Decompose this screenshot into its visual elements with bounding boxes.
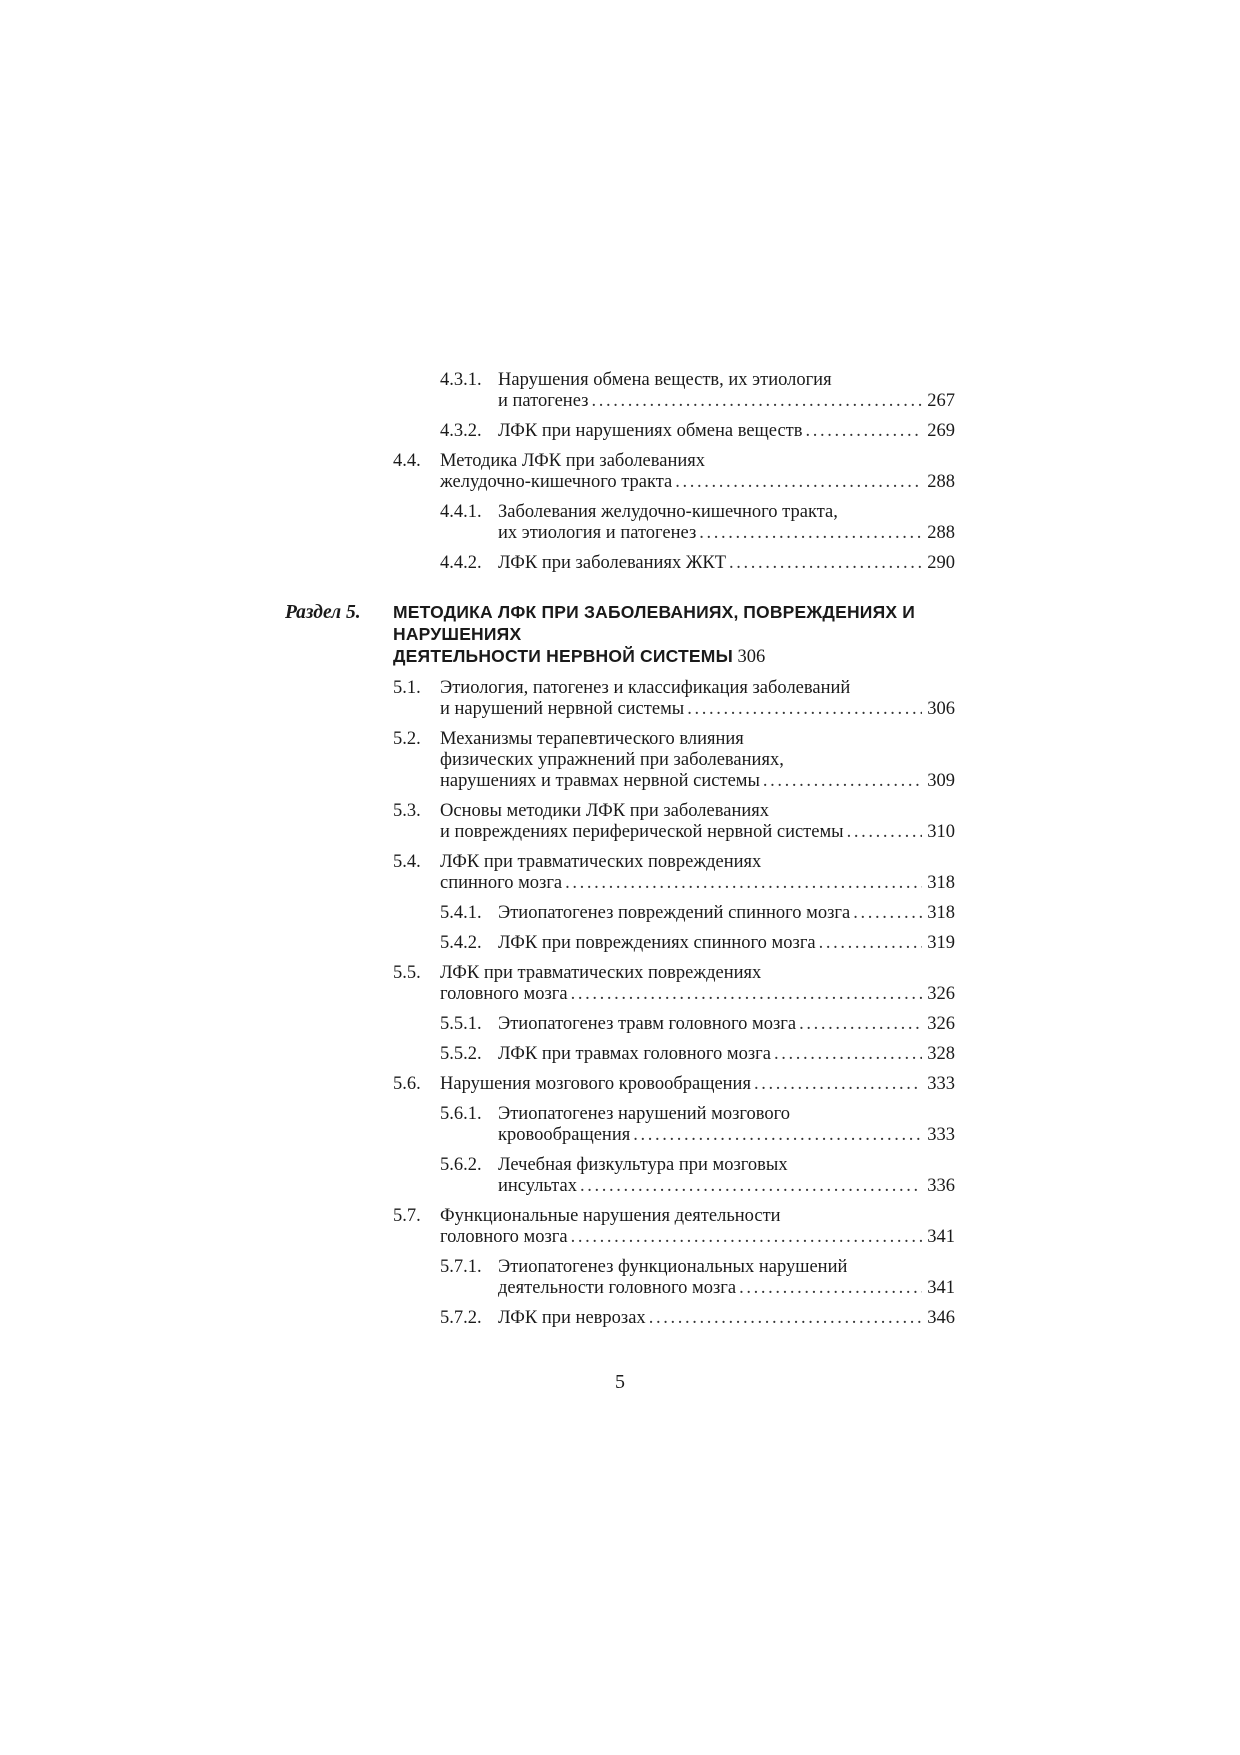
- toc-entry-number: 5.1.: [393, 678, 421, 698]
- toc-entry-title-line: нарушениях и травмах нервной системы: [440, 771, 760, 791]
- page-number-footer: 5: [615, 1371, 625, 1393]
- toc-entry-last-line: [498, 1278, 955, 1299]
- toc-entry-title: [498, 502, 955, 544]
- toc-entry-last-line: [498, 1125, 955, 1146]
- toc-entry-number: 5.5.1.: [440, 1014, 482, 1034]
- toc-entry[interactable]: [285, 1104, 955, 1146]
- toc-entry-last-line: [440, 771, 955, 792]
- toc-entry-number: 5.4.: [393, 852, 421, 872]
- toc-entry[interactable]: [285, 1044, 955, 1065]
- section-title-line: ДЕЯТЕЛЬНОСТИ НЕРВНОЙ СИСТЕМЫ: [393, 646, 733, 666]
- toc-section-5[interactable]: [285, 602, 955, 668]
- toc-entry-title-line: Лечебная физкультура при мозговых: [498, 1155, 788, 1175]
- toc-entry-number: 5.4.2.: [440, 933, 482, 953]
- section-title: [393, 602, 955, 668]
- toc-entry-last-line: [498, 933, 955, 954]
- toc-entry-title-line: Этиопатогенез функциональных нарушений: [498, 1257, 848, 1277]
- dot-leader: [729, 553, 922, 574]
- toc-entry-title-line: ЛФК при заболеваниях ЖКТ: [498, 553, 727, 573]
- toc-entry-title: [498, 421, 955, 442]
- toc-entry-title-line: ЛФК при травмах головного мозга: [498, 1044, 771, 1064]
- dot-leader: [699, 523, 922, 544]
- toc-entry-page-number: 341: [927, 1227, 955, 1247]
- toc-entry-page-number: 267: [927, 391, 955, 411]
- toc-entry[interactable]: [285, 678, 955, 720]
- toc-entry-title: [440, 852, 955, 894]
- toc-entry-title-line: ЛФК при травматических повреждениях: [440, 852, 762, 872]
- toc-entry-number: 5.3.: [393, 801, 421, 821]
- toc-entry-last-line: [498, 903, 955, 924]
- toc-entry-title-line: Нарушения мозгового кровообращения: [440, 1074, 751, 1094]
- toc-entry[interactable]: [285, 801, 955, 843]
- toc-entry-title-line: Функциональные нарушения деятельности: [440, 1206, 781, 1226]
- toc-entry-last-line: [498, 553, 955, 574]
- toc-entry-title-line: Заболевания желудочно-кишечного тракта,: [498, 502, 838, 522]
- toc-entry[interactable]: [285, 370, 955, 412]
- toc-entry-page-number: 306: [927, 699, 955, 719]
- dot-leader: [580, 1176, 922, 1197]
- toc-entry-last-line: [440, 472, 955, 493]
- dot-leader: [847, 822, 922, 843]
- toc-entry-title: [498, 1044, 955, 1065]
- toc-entry-title: [440, 451, 955, 493]
- dot-leader: [819, 933, 922, 954]
- toc-entry-last-line: [498, 421, 955, 442]
- section-page-number: 306: [737, 647, 766, 667]
- toc-entry-title-line: головного мозга: [440, 984, 568, 1004]
- toc-entry-last-line: [498, 1014, 955, 1035]
- toc-entry-page-number: 269: [927, 421, 955, 441]
- toc-entry-page-number: 336: [927, 1176, 955, 1196]
- toc-entry-title: [498, 1155, 955, 1197]
- dot-leader: [806, 421, 923, 442]
- toc-entry[interactable]: [285, 1206, 955, 1248]
- toc-entry-title-line: инсультах: [498, 1176, 577, 1196]
- toc-entry-title: [498, 903, 955, 924]
- toc-entry-number: 5.5.2.: [440, 1044, 482, 1064]
- section-number: Раздел 5.: [285, 602, 361, 623]
- toc-entry-title-line: спинного мозга: [440, 873, 563, 893]
- toc-entry-title: [440, 729, 955, 792]
- toc-entry-page-number: 309: [927, 771, 955, 791]
- toc-entry[interactable]: [285, 933, 955, 954]
- toc-entry[interactable]: [285, 451, 955, 493]
- toc-part-section-5: [285, 678, 955, 1329]
- toc-entry-title-line: Методика ЛФК при заболеваниях: [440, 451, 706, 471]
- toc-entry-page-number: 328: [927, 1044, 955, 1064]
- toc-entry-last-line: [440, 822, 955, 843]
- dot-leader: [571, 984, 922, 1005]
- toc-entry-last-line: [498, 1308, 955, 1329]
- toc-entry-number: 4.3.1.: [440, 370, 482, 390]
- toc-entry-title-line: Механизмы терапевтического влияния: [440, 729, 744, 749]
- toc-entry-last-line: [440, 873, 955, 894]
- toc-entry-page-number: 333: [927, 1074, 955, 1094]
- toc-entry-page-number: 290: [927, 553, 955, 573]
- section-title-line: МЕТОДИКА ЛФК ПРИ ЗАБОЛЕВАНИЯХ,: [393, 602, 739, 622]
- toc-entry[interactable]: [285, 852, 955, 894]
- toc-entry[interactable]: [285, 1014, 955, 1035]
- toc-entry[interactable]: [285, 903, 955, 924]
- toc-entry-title-line: ЛФК при травматических повреждениях: [440, 963, 762, 983]
- toc-entry-title: [440, 1206, 955, 1248]
- toc-entry-title-line: ЛФК при неврозах: [498, 1308, 646, 1328]
- toc-entry-page-number: 318: [927, 903, 955, 923]
- dot-leader: [633, 1125, 922, 1146]
- toc-entry-number: 5.5.: [393, 963, 421, 983]
- toc-entry-page-number: 310: [927, 822, 955, 842]
- toc-entry-last-line: [440, 984, 955, 1005]
- dot-leader: [853, 903, 922, 924]
- toc-entry-title-line: ЛФК при нарушениях обмена веществ: [498, 421, 803, 441]
- toc-entry-title: [498, 1308, 955, 1329]
- toc-entry-title: [498, 1104, 955, 1146]
- toc-entry[interactable]: [285, 1308, 955, 1329]
- toc-entry-title-line: и патогенез: [498, 391, 589, 411]
- toc-entry-title-line: их этиология и патогенез: [498, 523, 697, 543]
- toc-entry-page-number: 318: [927, 873, 955, 893]
- toc-entry-last-line: [440, 1227, 955, 1248]
- toc-entry-number: 5.7.1.: [440, 1257, 482, 1277]
- toc-entry-number: 4.4.: [393, 451, 421, 471]
- dot-leader: [799, 1014, 922, 1035]
- dot-leader: [739, 1278, 922, 1299]
- toc-entry-title: [498, 933, 955, 954]
- dot-leader: [763, 771, 922, 792]
- toc-entry[interactable]: [285, 729, 955, 792]
- toc-entry-title-line: кровообращения: [498, 1125, 631, 1145]
- toc-entry-number: 5.2.: [393, 729, 421, 749]
- toc-entry-title: [440, 963, 955, 1005]
- toc-entry-last-line: [440, 1074, 955, 1095]
- toc-entry-title-line: физических упражнений при заболеваниях,: [440, 750, 784, 770]
- toc-entry-number: 4.4.1.: [440, 502, 482, 522]
- dot-leader: [774, 1044, 922, 1065]
- toc-entry-title: [440, 678, 955, 720]
- dot-leader: [754, 1074, 922, 1095]
- dot-leader: [591, 391, 922, 412]
- toc-entry-last-line: [498, 391, 955, 412]
- toc-entry-number: 5.7.: [393, 1206, 421, 1226]
- toc-entry-title-line: Этиология, патогенез и классификация заболеваний: [440, 678, 851, 698]
- toc-entry-page-number: 319: [927, 933, 955, 953]
- toc-entry-number: 5.4.1.: [440, 903, 482, 923]
- section-title-line: ПОВРЕЖДЕНИЯХ И НАРУШЕНИЯХ: [393, 602, 916, 644]
- dot-leader: [565, 873, 922, 894]
- toc-part-chapter-4: [285, 370, 955, 574]
- toc-entry-title-line: головного мозга: [440, 1227, 568, 1247]
- toc-entry-number: 4.4.2.: [440, 553, 482, 573]
- toc-entry-number: 5.6.1.: [440, 1104, 482, 1124]
- toc-entry-page-number: 326: [927, 1014, 955, 1034]
- toc-entry-title-line: Этиопатогенез нарушений мозгового: [498, 1104, 791, 1124]
- toc-entry-title: [440, 1074, 955, 1095]
- toc-entry-page-number: 288: [927, 523, 955, 543]
- toc-entry-title: [498, 1014, 955, 1035]
- toc-entry-title-line: и нарушений нервной системы: [440, 699, 685, 719]
- dot-leader: [687, 699, 922, 720]
- toc-entry-number: 5.6.2.: [440, 1155, 482, 1175]
- toc-entry[interactable]: [285, 421, 955, 442]
- toc-entry[interactable]: [285, 1074, 955, 1095]
- toc-entry-last-line: [498, 1044, 955, 1065]
- toc-entry-last-line: [440, 699, 955, 720]
- toc-entry[interactable]: [285, 502, 955, 544]
- toc-entry-title-line: деятельности головного мозга: [498, 1278, 737, 1298]
- toc-entry-title: [498, 1257, 955, 1299]
- toc-entry-title-line: Этиопатогенез травм головного мозга: [498, 1014, 797, 1034]
- toc-entry-last-line: [498, 523, 955, 544]
- toc-entry-title: [498, 553, 955, 574]
- dot-leader: [675, 472, 922, 493]
- toc-entry-page-number: 346: [927, 1308, 955, 1328]
- toc-entry-number: 5.6.: [393, 1074, 421, 1094]
- toc-entry-number: 5.7.2.: [440, 1308, 482, 1328]
- toc-entry[interactable]: [285, 553, 955, 574]
- toc-entry-title-line: Нарушения обмена веществ, их этиология: [498, 370, 832, 390]
- toc-entry-title-line: и повреждениях периферической нервной системы: [440, 822, 844, 842]
- toc-entry-page-number: 326: [927, 984, 955, 1004]
- section-title-last-line: [393, 646, 955, 668]
- toc-entry-page-number: 333: [927, 1125, 955, 1145]
- toc-entry[interactable]: [285, 1257, 955, 1299]
- toc-entry[interactable]: [285, 1155, 955, 1197]
- toc-entry-title-line: ЛФК при повреждениях спинного мозга: [498, 933, 816, 953]
- toc-entry-title: [498, 370, 955, 412]
- dot-leader: [571, 1227, 922, 1248]
- table-of-contents: [285, 370, 955, 1338]
- toc-entry-last-line: [498, 1176, 955, 1197]
- toc-entry-title: [440, 801, 955, 843]
- toc-entry-title-line: желудочно-кишечного тракта: [440, 472, 673, 492]
- dot-leader: [649, 1308, 922, 1329]
- toc-entry-page-number: 341: [927, 1278, 955, 1298]
- toc-entry[interactable]: [285, 963, 955, 1005]
- toc-entry-page-number: 288: [927, 472, 955, 492]
- toc-entry-title-line: Основы методики ЛФК при заболеваниях: [440, 801, 770, 821]
- toc-entry-title-line: Этиопатогенез повреждений спинного мозга: [498, 903, 851, 923]
- toc-entry-number: 4.3.2.: [440, 421, 482, 441]
